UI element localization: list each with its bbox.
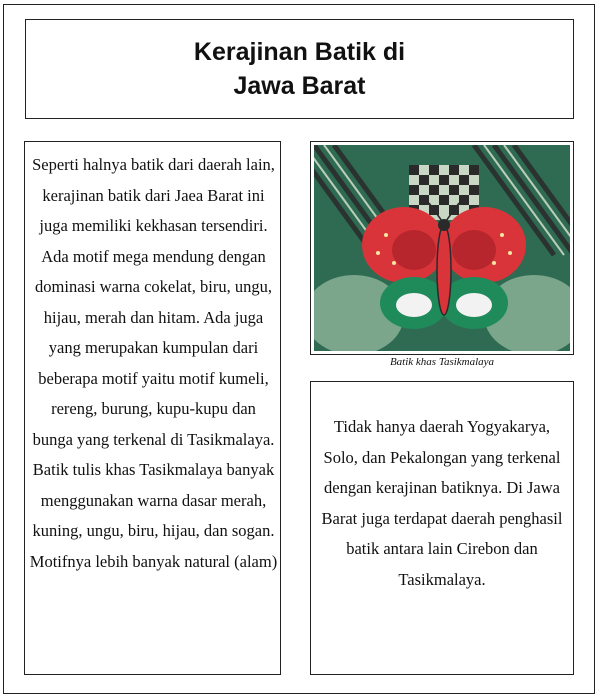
batik-image-box (310, 141, 574, 355)
right-text-box (310, 381, 574, 675)
left-paragraph: Seperti halnya batik dari daerah lain, kerajinan batik dari Jaea Barat ini juga memiliki kekhasan tersendiri. Ada motif mega mendung dengan dominasi warna cokelat, biru, ungu, hijau, merah dan hitam. Ada juga yang merupakan kumpulan dari beberapa motif yaitu motif kumeli, rereng, burung, kupu-kupu dan bunga yang terkenal di Tasikmalaya. Batik tulis khas Tasikmalaya banyak menggunakan warna dasar merah, kuning, ungu, biru, hijau, dan sogan. Motifnya lebih banyak natural (alam) (29, 155, 278, 571)
left-text-box (24, 141, 281, 675)
title-line-2: Jawa Barat (233, 72, 366, 100)
batik-butterfly-image (314, 145, 570, 351)
page-title (194, 35, 405, 103)
title-line-1: Kerajinan Batik di (193, 38, 406, 66)
image-caption: Batik khas Tasikmalaya (389, 356, 495, 368)
right-paragraph: Tidak hanya daerah Yogyakarya, Solo, dan Pekalongan yang terkenal dengan kerajinan batiknya. Di Jawa Barat juga terdapat daerah penghasil batik antara lain Cirebon dan Tasikmalaya. (321, 417, 563, 589)
title-box (25, 19, 574, 119)
